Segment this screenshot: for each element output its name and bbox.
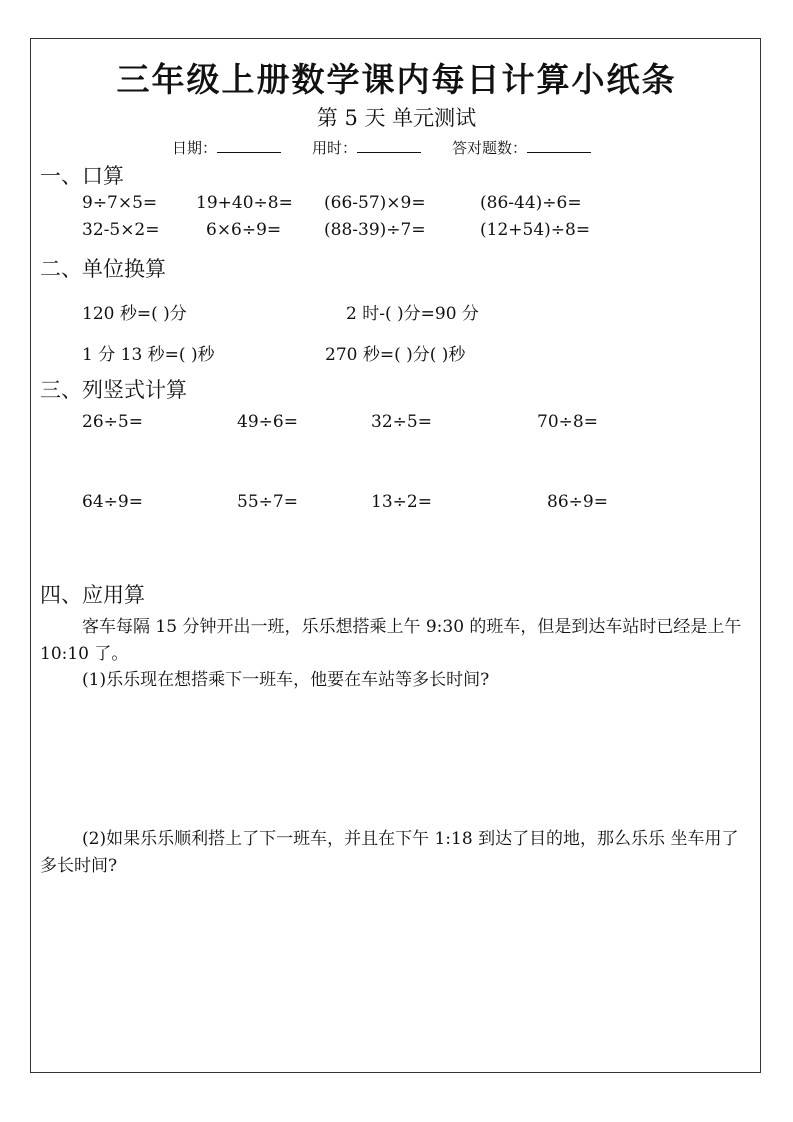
conversion-item: 1 分 13 秒=( )秒 bbox=[82, 345, 215, 365]
conversion-item: 120 秒=( )分 bbox=[82, 304, 187, 324]
word-problem-text: 客车每隔 15 分钟开出一班，乐乐想搭乘上午 9:30 的班车，但是到达车站时已经是上午 10:10 了。 bbox=[40, 617, 742, 664]
mental-math-item: (66-57)×9= bbox=[324, 193, 426, 213]
conversion-item: 2 时-( )分=90 分 bbox=[346, 304, 479, 324]
mental-math-item: (86-44)÷6= bbox=[480, 193, 582, 213]
conversion-item: 270 秒=( )分( )秒 bbox=[325, 345, 466, 365]
mental-math-item: 6×6÷9= bbox=[206, 220, 282, 240]
vertical-calc-item: 49÷6= bbox=[237, 412, 298, 432]
section-heading-mental-math: 一、口算 bbox=[40, 164, 124, 188]
mental-math-item: (12+54)÷8= bbox=[480, 220, 591, 240]
section-heading-word-problem: 四、应用算 bbox=[40, 583, 145, 607]
score-field[interactable] bbox=[452, 137, 591, 158]
page-subtitle: 第 5 天 单元测试 bbox=[316, 106, 477, 130]
score-label: 答对题数： bbox=[452, 139, 528, 157]
section-heading-vertical-calc: 三、列竖式计算 bbox=[40, 378, 187, 402]
vertical-calc-item: 70÷8= bbox=[537, 412, 598, 432]
section-heading-unit-conversion: 二、单位换算 bbox=[40, 257, 166, 281]
score-blank[interactable] bbox=[527, 138, 591, 153]
date-field[interactable] bbox=[172, 137, 281, 158]
mental-math-item: (88-39)÷7= bbox=[324, 220, 426, 240]
vertical-calc-item: 86÷9= bbox=[547, 492, 608, 512]
date-blank[interactable] bbox=[217, 138, 281, 153]
vertical-calc-item: 64÷9= bbox=[82, 492, 143, 512]
time-label: 用时： bbox=[312, 139, 358, 157]
date-label: 日期： bbox=[172, 139, 218, 157]
time-field[interactable] bbox=[312, 137, 421, 158]
question-1: (1)乐乐现在想搭乘下一班车，他要在车站等多长时间? bbox=[82, 670, 490, 690]
vertical-calc-item: 55÷7= bbox=[237, 492, 298, 512]
vertical-calc-item: 32÷5= bbox=[371, 412, 432, 432]
mental-math-item: 9÷7×5= bbox=[82, 193, 158, 213]
question-2: (2)如果乐乐顺利搭上了下一班车，并且在下午 1:18 到达了目的地，那么乐乐 坐车用了多长时间? bbox=[40, 829, 739, 876]
vertical-calc-item: 13÷2= bbox=[371, 492, 432, 512]
vertical-calc-item: 26÷5= bbox=[82, 412, 143, 432]
mental-math-item: 19+40÷8= bbox=[196, 193, 293, 213]
page-title: 三年级上册数学课内每日计算小纸条 bbox=[116, 60, 677, 99]
mental-math-item: 32-5×2= bbox=[82, 220, 160, 240]
time-blank[interactable] bbox=[357, 138, 421, 153]
